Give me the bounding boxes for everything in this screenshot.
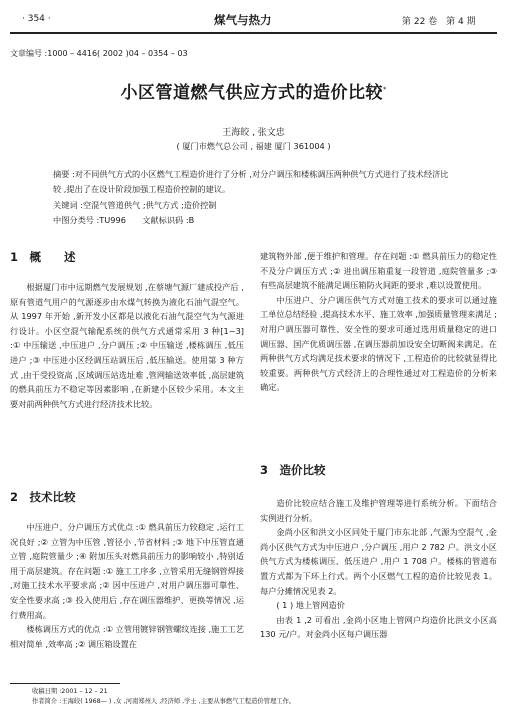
right-column-body <box>260 249 497 395</box>
section-3-heading: 3 造价比较 <box>260 463 326 477</box>
abstract: 摘要 :对不同供气方式的小区燃气工程造价进行了分析 ,对分户调压和楼栋调压两种供气方式进行了技术经济比较 ,提出了在设计阶段加强工程造价控制的建议。 <box>53 169 449 194</box>
volume-issue: 第 22 卷 第 4 期 <box>402 17 476 27</box>
footnote-rule <box>10 683 120 684</box>
keywords: 关键词 :空混气管道供气 ;供气方式 ;造价控制 <box>53 200 217 210</box>
section-2-body <box>10 520 244 651</box>
title-text: 小区管道燃气供应方式的造价比较 <box>120 83 383 103</box>
article-title <box>0 78 507 103</box>
section-3-body <box>260 496 497 642</box>
section-2-heading: 2 技术比较 <box>10 490 76 504</box>
authors: 王海皎 , 张文忠 <box>222 128 285 138</box>
paragraph: 中压进户、分户调压方式优点 :① 燃具前压力较稳定 ,运行工况良好 ;② 立管为中压管 ,管径小 ,节省材料 ;③ 地下中压管直通立管 ,庭院管量少 ;④ 附加压头对燃具前压力的影响较小 ,特别适用于高层建筑。存在问题 :① 施工工序多 ,立管采用无缝钢管焊接 ,对施工技术水平要求高 ;② 因中压进户 ,对用户调压器可靠性、安全性要求高 ;③ 投入使用后 ,存在调压器维护、更换等情况 ,运行费用高。 <box>10 522 244 620</box>
affiliation: ( 厦门市燃气总公司 , 福建 厦门 361004 ) <box>176 141 331 151</box>
paragraph: 由表 1 ,2 可看出 ,金尚小区地上管网户均造价比洪文小区高 130 元/户。对金尚小区每户调压器 <box>260 614 497 640</box>
paragraph: 金尚小区和洪文小区同处于厦门市东北部 ,气源为空混气 ,金尚小区供气方式为中压进户 ,分户调压 ,用户 2 782 户。洪文小区供气方式为楼栋调压、低压进户 ,用户 1 708 户。楼栋的管道布置方式都为下环上行式。两个小区燃气工程的造价比较见表 1。每户分摊情况见表 2。 <box>260 527 497 596</box>
footnote-received: 收稿日期 :2001 – 12 – 21 <box>32 688 108 695</box>
title-footnote-mark: * <box>383 85 387 94</box>
paragraph: 建筑物外部 ,便于维护和管理。存在问题 :① 燃具前压力的稳定性不及分户调压方式 ;② 进出调压箱重复一段管道 ,庭院管量多 ;③ 有些高层建筑不能满足调压箱防火间距的要求 ,难以设置使用。 <box>260 251 497 291</box>
section-1-paragraph <box>10 280 244 411</box>
journal-name: 煤气与热力 <box>214 13 272 27</box>
paragraph: 造价比较应结合施工及维护管理等进行系统分析。下面结合实例进行分析。 <box>260 498 497 523</box>
article-id: 文章编号 :1000 – 4416( 2002 )04 – 0354 – 03 <box>10 49 188 58</box>
page-number: · 354 · <box>22 14 51 24</box>
paragraph: 中压进户、分户调压供气方式对施工技术的要求可以通过施工单位总结经验 ,提高技术水平、施工效率 ,加强质量管理来满足 ;对用户调压器可靠性、安全性的要求可通过选用质量稳定的进口调压器、国产优质调压器 ,在调压器前加设安全切断阀来满足。在两种供气方式均满足技术要求的情况下 ,工程造价的比较就显得比较重要。两种供气方式经济上的合理性通过对工程造价的分析来确定。 <box>260 294 497 393</box>
paragraph: 根据厦门市中远期燃气发展规划 ,在蔡塘气源厂建成投产后 ,原有管道气用户的气源逐步由水煤气转换为液化石油气混空气。从 1997 年开始 ,新开发小区都是以液化石油气混空气为气源进行设计。小区空混气输配系统的供气方式通常采用 3 种[1~3] :① 中压输送 ,中压进户 ,分户调压 ;② 中压输送 ,楼栋调压 ,低压进户 ;③ 中压进小区经调压站调压后 ,低压输送。使用第 3 种方式 ,由于受投资高 ,区域调压站选址难 ,管网输送效率低 ,高层建筑的燃具前压力不稳定等因素影响 ,在新建小区较少采用。本文主要对前两种供气方式进行经济技术比较。 <box>10 282 244 409</box>
footnote-author-bio: 作者简介 :王海皎( 1968— ) ,女 ,河南郑州人 ,经济师 ,学士 ,主要从事燃气工程造价管理工作。 <box>32 698 296 705</box>
section-1-heading: 1 概 述 <box>10 250 76 264</box>
paragraph: 楼栋调压方式的优点 :① 立管用镀锌钢管螺纹连接 ,施工工艺相对简单 ,效率高 ;② 调压箱设置在 <box>10 624 244 649</box>
sub-heading: ( 1 ) 地上管网造价 <box>276 600 345 611</box>
classification: 中图分类号 :TU996 文献标识码 :B <box>53 215 195 225</box>
header-rule <box>10 32 497 34</box>
